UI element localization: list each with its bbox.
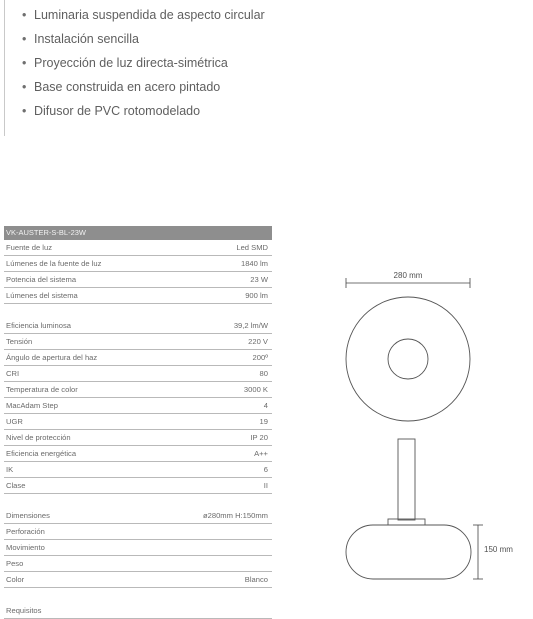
spec-value: 1840 lm <box>240 259 268 268</box>
spec-label: Requisitos <box>6 606 42 615</box>
spec-value: 6 <box>263 465 268 474</box>
feature-item <box>22 75 265 99</box>
feature-item <box>22 27 265 51</box>
spec-row <box>4 272 272 288</box>
spec-row <box>4 414 272 430</box>
spec-row <box>4 446 272 462</box>
bullet-icon: • <box>22 32 27 46</box>
height-dimension-label: 150 mm <box>484 545 513 554</box>
spec-value: 200º <box>252 353 268 362</box>
suspension-rod <box>398 439 415 520</box>
bullet-icon: • <box>22 8 27 22</box>
spec-row <box>4 524 272 540</box>
feature-item <box>22 3 265 27</box>
feature-text: Difusor de PVC rotomodelado <box>34 104 201 118</box>
spec-label: Eficiencia energética <box>6 449 77 458</box>
top-view-outer-circle <box>346 297 470 421</box>
divider-line <box>4 0 5 136</box>
spec-header: VK-AUSTER-S-BL-23W <box>4 226 272 240</box>
spec-row <box>4 572 272 588</box>
spec-label: Perforación <box>6 527 45 536</box>
spec-row <box>4 398 272 414</box>
spec-value: 80 <box>259 369 268 378</box>
spec-label: Fuente de luz <box>6 243 53 252</box>
spec-value: A++ <box>254 449 268 458</box>
spec-label: Temperatura de color <box>6 385 78 394</box>
spec-value: 220 V <box>248 337 268 346</box>
bullet-icon: • <box>22 80 27 94</box>
spec-row <box>4 508 272 524</box>
spec-label: Dimensiones <box>6 511 50 520</box>
spec-group-physical <box>4 508 272 588</box>
spec-value: Blanco <box>244 575 268 584</box>
feature-text: Base construida en acero pintado <box>34 80 221 94</box>
spec-value: IP 20 <box>250 433 268 442</box>
feature-text: Instalación sencilla <box>34 32 139 46</box>
spec-group-performance <box>4 318 272 494</box>
lamp-technical-drawing <box>300 262 520 592</box>
spec-label: Potencia del sistema <box>6 275 77 284</box>
spec-row <box>4 318 272 334</box>
spec-label: Lúmenes del sistema <box>6 291 78 300</box>
spec-label: CRI <box>6 369 20 378</box>
spec-row <box>4 350 272 366</box>
feature-text: Proyección de luz directa-simétrica <box>34 56 228 70</box>
spec-row <box>4 430 272 446</box>
bullet-icon: • <box>22 56 27 70</box>
spec-value: Led SMD <box>236 243 268 252</box>
spec-row <box>4 288 272 304</box>
spec-row <box>4 334 272 350</box>
spec-label: Movimiento <box>6 543 45 552</box>
spec-label: Tensión <box>6 337 33 346</box>
feature-item <box>22 51 265 75</box>
spec-label: Nivel de protección <box>6 433 71 442</box>
spec-group-light <box>4 240 272 304</box>
spec-row <box>4 556 272 572</box>
spec-label: Clase <box>6 481 26 490</box>
spec-label: Eficiencia luminosa <box>6 321 71 330</box>
spec-label: MacAdam Step <box>6 401 58 410</box>
spec-value: 23 W <box>250 275 268 284</box>
spec-row <box>4 256 272 272</box>
feature-text: Luminaria suspendida de aspecto circular <box>34 8 265 22</box>
spec-value: II <box>263 481 268 490</box>
spec-row <box>4 240 272 256</box>
spec-label: Peso <box>6 559 24 568</box>
spec-group-requirements <box>4 603 272 619</box>
spec-row <box>4 462 272 478</box>
spec-row <box>4 603 272 619</box>
spec-value: 39,2 lm/W <box>233 321 268 330</box>
spec-value: 900 lm <box>245 291 268 300</box>
feature-list <box>22 3 265 123</box>
spec-row <box>4 382 272 398</box>
spec-label: Color <box>6 575 25 584</box>
spec-label: Lúmenes de la fuente de luz <box>6 259 102 268</box>
spec-label: Ángulo de apertura del haz <box>6 353 98 362</box>
bullet-icon: • <box>22 104 27 118</box>
spec-value: 3000 K <box>243 385 268 394</box>
side-view-body <box>346 525 471 579</box>
spec-value: ø280mm H:150mm <box>203 511 268 520</box>
top-view-inner-circle <box>388 339 428 379</box>
spec-row <box>4 366 272 382</box>
spec-label: IK <box>6 465 14 474</box>
spec-value: 19 <box>259 417 268 426</box>
spec-row <box>4 540 272 556</box>
spec-row <box>4 478 272 494</box>
spec-value: 4 <box>263 401 268 410</box>
width-dimension-label: 280 mm <box>393 271 423 280</box>
feature-item <box>22 99 265 123</box>
spec-label: UGR <box>6 417 23 426</box>
spec-table <box>4 226 272 619</box>
